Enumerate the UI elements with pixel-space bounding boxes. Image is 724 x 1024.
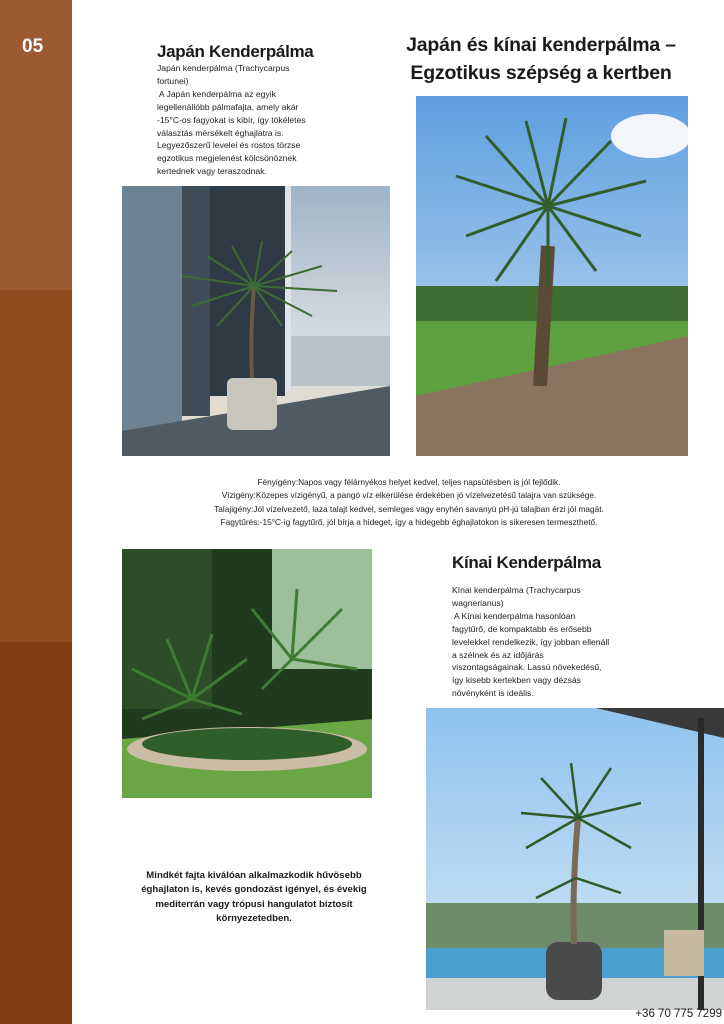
china-line: növényként is ideális. — [452, 688, 534, 699]
page-title-line-1: Japán és kínai kenderpálma – — [406, 34, 676, 56]
care-soil: Talajigény:Jól vízelvezető, laza talajt kedvel, semleges vagy enyhén savanyú pH-jú talajban érzi jól magát. — [214, 503, 604, 514]
japan-palm-description — [157, 62, 332, 178]
china-line: viszontagságainak. Lassú növekedésű, — [452, 662, 602, 673]
terrace-potted-palm-photo — [122, 186, 390, 456]
poolside-potted-palm-photo — [426, 708, 724, 1010]
japan-line: fortunei) — [157, 75, 189, 86]
china-line: Kínai kenderpálma (Trachycarpus — [452, 585, 581, 595]
side-band-bottom — [0, 642, 72, 1024]
phone-number: +36 70 775 7299 — [635, 1008, 722, 1020]
japan-line: választás mérsékelt éghajlatra is. — [157, 127, 284, 138]
china-line: a szélnek és az időjárás — [452, 649, 544, 660]
japan-line: legellenállóbb pálmafajta, amely akár — [157, 101, 299, 112]
china-line: levelekkel rendelkezik, így jobban ellenáll — [452, 636, 610, 647]
japan-line: Japán kenderpálma (Trachycarpus — [157, 63, 290, 73]
japan-line: -15°C-os fagyokat is kibír, így tökéletes — [157, 114, 306, 125]
japan-palm-heading: Japán Kenderpálma — [157, 42, 314, 61]
page-title-line-2: Egzotikus szépség a kertben — [410, 62, 672, 84]
japan-line: egzotikus megjelenést kölcsönöznek — [157, 153, 297, 164]
summary-line: környezetedben. — [216, 913, 292, 925]
china-line: így kisebb kertekben vagy dézsás — [452, 675, 581, 686]
field-palm-photo — [416, 96, 688, 456]
side-band-middle — [0, 290, 72, 642]
japan-line: A Japán kenderpálma az egyik — [157, 88, 276, 99]
china-palm-heading: Kínai Kenderpálma — [452, 553, 601, 572]
care-frost: Fagytűrés:-15°C-ig fagytűrő, jól bírja a hideget, így a hidegebb éghajlatokon is sikeresen termeszthető. — [220, 517, 598, 528]
care-water: Vízigény:Közepes vízigényű, a pangó víz elkerülése érdekében jó vízelvezetésű talajra van szüksége. — [221, 490, 597, 501]
page-number: 05 — [22, 36, 44, 57]
summary-line: mediterrán vagy trópusi hangulatot biztosít — [155, 898, 353, 910]
china-line: fagytűrő, de kompaktabb és erősebb — [452, 623, 592, 634]
garden-palms-photo — [122, 549, 372, 798]
japan-line: kertednek vagy teraszodnak. — [157, 166, 267, 177]
page-title — [386, 31, 696, 87]
care-info — [120, 476, 698, 530]
japan-line: Legyezőszerű levelei és rostos törzse — [157, 140, 301, 151]
china-line: wagnerianus) — [452, 597, 504, 608]
china-palm-description — [452, 584, 624, 700]
china-line: A Kínai kenderpálma hasonlóan — [452, 610, 576, 621]
summary-text — [124, 869, 384, 927]
care-light: Fényigény:Napos vagy félárnyékos helyet kedvel, teljes napsütésben is jól fejlődik. — [257, 477, 561, 487]
summary-line: éghajlaton is, kevés gondozást igényel, és évekig — [141, 884, 367, 896]
summary-line: Mindkét fajta kiválóan alkalmazkodik hűvösebb — [146, 870, 362, 881]
